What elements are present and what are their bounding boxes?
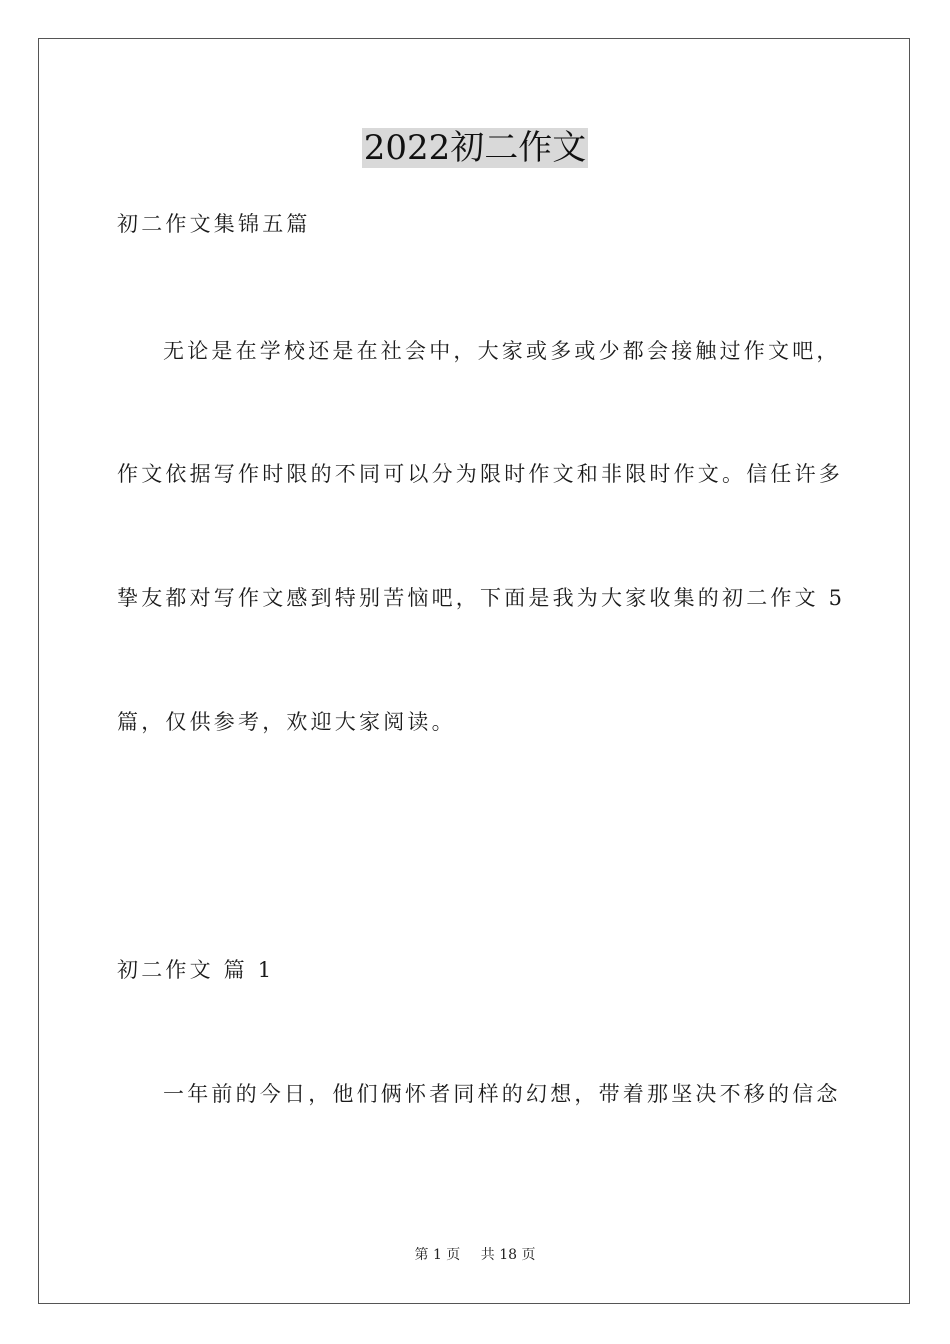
title-container xyxy=(0,128,950,168)
page-number: 第 1 页 xyxy=(414,1247,461,1263)
paragraph-line: 作文依据写作时限的不同可以分为限时作文和非限时作文。信任许多 xyxy=(117,462,843,486)
document-subtitle: 初二作文集锦五篇 xyxy=(117,212,311,236)
paragraph-line: 一年前的今日，他们俩怀者同样的幻想，带着那坚决不移的信念 xyxy=(163,1082,841,1106)
page-total: 共 18 页 xyxy=(480,1247,536,1263)
page-footer xyxy=(0,1246,950,1264)
paragraph-line: 挚友都对写作文感到特别苦恼吧，下面是我为大家收集的初二作文 5 xyxy=(117,586,846,610)
document-title: 2022初二作文 xyxy=(363,128,587,168)
section-heading: 初二作文 篇 1 xyxy=(117,958,275,982)
paragraph-line: 篇，仅供参考，欢迎大家阅读。 xyxy=(117,710,456,734)
paragraph-line: 无论是在学校还是在社会中，大家或多或少都会接触过作文吧， xyxy=(163,339,841,363)
